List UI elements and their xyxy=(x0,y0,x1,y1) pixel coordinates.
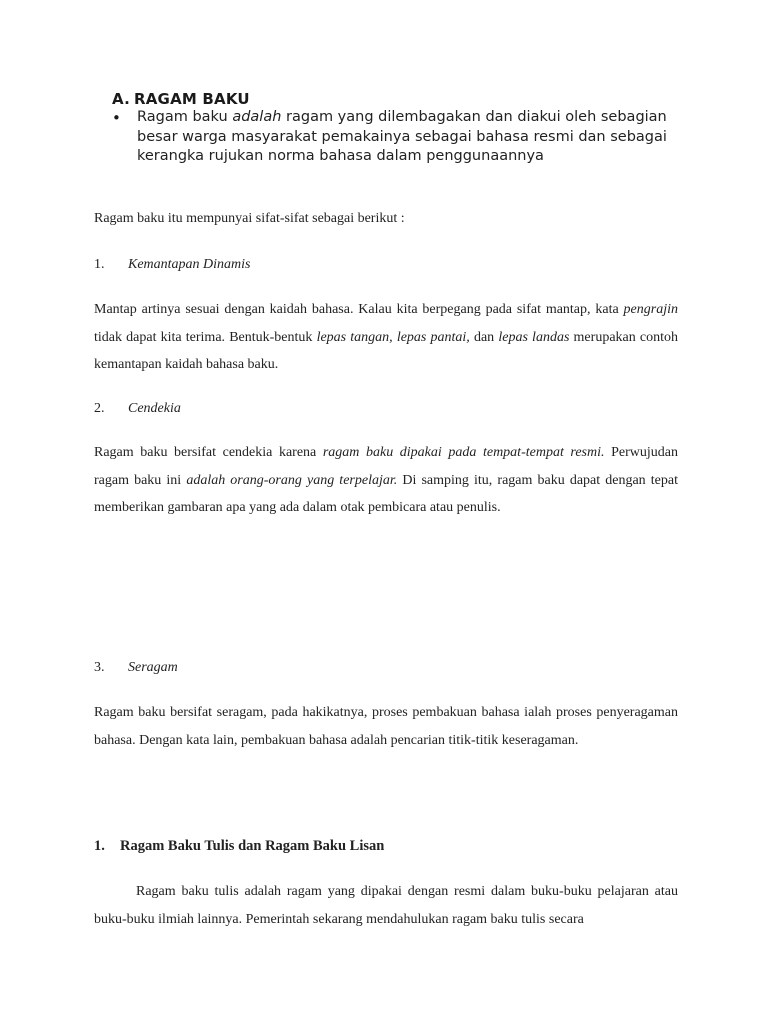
item-3-title: Seragam xyxy=(128,660,178,675)
item-2-title: Cendekia xyxy=(128,401,181,416)
paragraph-italic: pengrajin xyxy=(623,302,678,317)
definition-text-italic: adalah xyxy=(232,109,282,125)
paragraph-text: Ragam baku bersifat cendekia karena xyxy=(94,445,323,460)
definition-text-part: ragam yang dilembagakan dan diakui oleh sebagian besar warga masyarakat pemakainya sebagai bahasa resmi dan sebagai kerangka rujukan norma bahasa dalam penggunaannya xyxy=(137,109,667,164)
paragraph-text: Di samping itu, ragam baku dapat dengan tepat memberikan gambaran apa yang ada dalam otak pembicara atau penulis. xyxy=(94,472,678,515)
intro-paragraph: Ragam baku itu mempunyai sifat-sifat sebagai berikut : xyxy=(94,211,405,226)
paragraph-text: Perwujudan ragam baku ini xyxy=(94,445,678,488)
paragraph-text: Mantap artinya sesuai dengan kaidah bahasa. Kalau kita berpegang pada sifat mantap, kata xyxy=(94,302,624,317)
paragraph-text: dan xyxy=(469,329,499,345)
section-a-heading xyxy=(112,90,250,108)
item-2-heading xyxy=(94,401,678,417)
definition-bullet xyxy=(112,108,672,167)
section-1-title: Ragam Baku Tulis dan Ragam Baku Lisan xyxy=(120,838,385,854)
section-1-number: 1. xyxy=(94,838,105,854)
item-1-paragraph xyxy=(94,296,678,379)
paragraph-italic: ragam baku dipakai pada tempat-tempat resmi. xyxy=(322,445,605,460)
item-2-number: 2. xyxy=(94,401,105,416)
item-3-number: 3. xyxy=(94,660,105,675)
definition-text-part: Ragam baku xyxy=(137,109,233,125)
item-1-title: Kemantapan Dinamis xyxy=(128,257,251,272)
definition-text xyxy=(137,108,672,167)
paragraph-italic: adalah orang-orang yang terpelajar. xyxy=(186,472,398,488)
item-3-heading xyxy=(94,660,678,676)
paragraph-text: merupakan contoh kemantapan kaidah bahasa baku. xyxy=(94,329,678,372)
paragraph-italic: lepas tangan, lepas pantai, xyxy=(316,329,470,345)
item-3-paragraph: Ragam baku bersifat seragam, pada hakikatnya, proses pembakuan bahasa ialah proses penyeragaman bahasa. Dengan kata lain, pembakuan bahasa adalah pencarian titik-titik keseragaman. xyxy=(94,705,678,748)
section-1-heading xyxy=(94,838,678,855)
paragraph-italic: lepas landas xyxy=(498,329,570,345)
section-a-number: A. xyxy=(112,90,130,108)
paragraph-text: tidak dapat kita terima. Bentuk-bentuk xyxy=(94,329,317,345)
item-1-heading xyxy=(94,257,678,273)
item-1-number: 1. xyxy=(94,257,105,272)
section-1-paragraph: Ragam baku tulis adalah ragam yang dipakai dengan resmi dalam buku-buku pelajaran atau buku-buku ilmiah lainnya. Pemerintah sekarang mendahulukan ragam baku tulis secara xyxy=(94,884,678,927)
bullet-dot-icon: • xyxy=(112,109,121,127)
item-2-paragraph xyxy=(94,439,678,522)
section-a-title: RAGAM BAKU xyxy=(134,90,250,108)
